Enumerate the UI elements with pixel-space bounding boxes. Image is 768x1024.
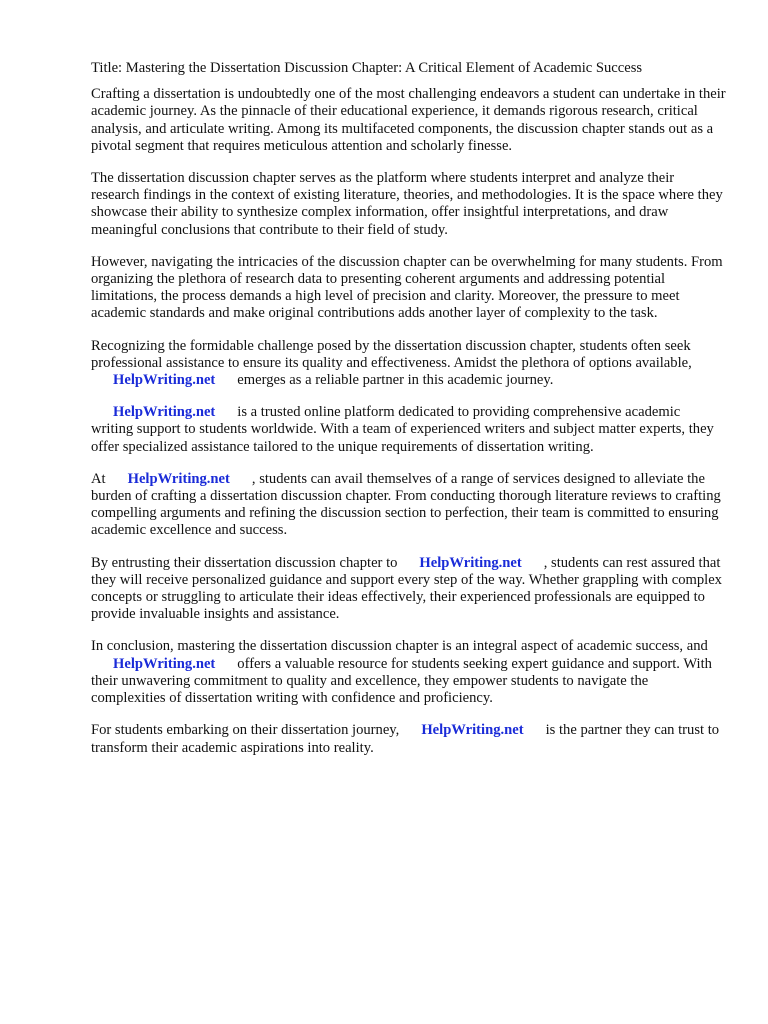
document-title: Title: Mastering the Dissertation Discussion Chapter: A Critical Element of Academic Success — [91, 60, 643, 76]
paragraph-closing — [91, 722, 726, 756]
paragraph-purpose: The dissertation discussion chapter serves as the platform where students interpret and analyze their research findings in the context of existing literature, theories, and methodologies. It is the space where they showcase their ability to synthesize complex information, offer insightful interpretations, and draw meaningful conclusions that contribute to their field of study. — [91, 170, 723, 238]
paragraph-platform-text: is a trusted online platform dedicated to providing comprehensive academic writing support to students worldwide. With a team of experienced writers and subject matter experts, they offer specialized assistance tailored to the unique requirements of dissertation writing. — [91, 404, 714, 455]
paragraph-challenges: However, navigating the intricacies of the discussion chapter can be overwhelming for many students. From organizing the plethora of research data to presenting coherent arguments and addressing potential limitations, the process demands a high level of precision and clarity. Moreover, the pressure to meet academic standards and make original contributions adds another layer of complexity to the task. — [91, 253, 723, 322]
helpwriting-link[interactable]: HelpWriting.net — [113, 655, 216, 672]
paragraph-assistance — [91, 338, 726, 390]
paragraph-assistance-text-a: Recognizing the formidable challenge posed by the dissertation discussion chapter, students often seek professional assistance to ensure its quality and effectiveness. Amidst the plethora of options available, — [91, 337, 692, 371]
paragraph-platform — [91, 404, 726, 456]
paragraph-entrusting — [91, 555, 726, 624]
helpwriting-link[interactable]: HelpWriting.net — [113, 372, 216, 389]
paragraph-closing-text-b: is the partner they can trust to transform their academic aspirations into reality. — [91, 722, 720, 756]
helpwriting-link[interactable]: HelpWriting.net — [421, 722, 524, 739]
helpwriting-link[interactable]: HelpWriting.net — [113, 404, 216, 421]
paragraph-assistance-text-b: emerges as a reliable partner in this academic journey. — [237, 372, 554, 389]
helpwriting-link[interactable]: HelpWriting.net — [127, 470, 230, 487]
helpwriting-link[interactable]: HelpWriting.net — [419, 554, 522, 571]
paragraph-conclusion-text-a: In conclusion, mastering the dissertation discussion chapter is an integral aspect of academic success, and — [91, 638, 708, 655]
paragraph-services-text-a: At — [91, 470, 106, 487]
paragraph-closing-text-a: For students embarking on their dissertation journey, — [91, 722, 400, 739]
paragraph-conclusion-text-b: offers a valuable resource for students seeking expert guidance and support. With their unwavering commitment to quality and excellence, they empower students to navigate the complexities of dissertation writing with confidence and proficiency. — [91, 655, 712, 707]
paragraph-services — [91, 471, 726, 540]
paragraph-intro: Crafting a dissertation is undoubtedly one of the most challenging endeavors a student can undertake in their academic journey. As the pinnacle of their educational experience, it demands rigorous research, critical analysis, and articulate writing. Among its multifaceted components, the discussion chapter stands out as a pivotal segment that requires meticulous attention and scholarly finesse. — [91, 86, 726, 154]
document-page — [91, 60, 726, 772]
paragraph-conclusion — [91, 638, 726, 707]
paragraph-entrusting-text-b: , students can rest assured that they will receive personalized guidance and support every step of the way. Whether grappling with complex concepts or struggling to articulate their ideas effectively, their experienced professionals are equipped to provide invaluable insights and assistance. — [91, 554, 722, 623]
paragraph-entrusting-text-a: By entrusting their dissertation discussion chapter to — [91, 554, 398, 571]
paragraph-services-text-b: , students can avail themselves of a range of services designed to alleviate the burden of crafting a dissertation discussion chapter. From conducting thorough literature reviews to crafting compelling arguments and refining the discussion section to perfection, their team is committed to ensuring academic excellence and success. — [91, 470, 721, 539]
